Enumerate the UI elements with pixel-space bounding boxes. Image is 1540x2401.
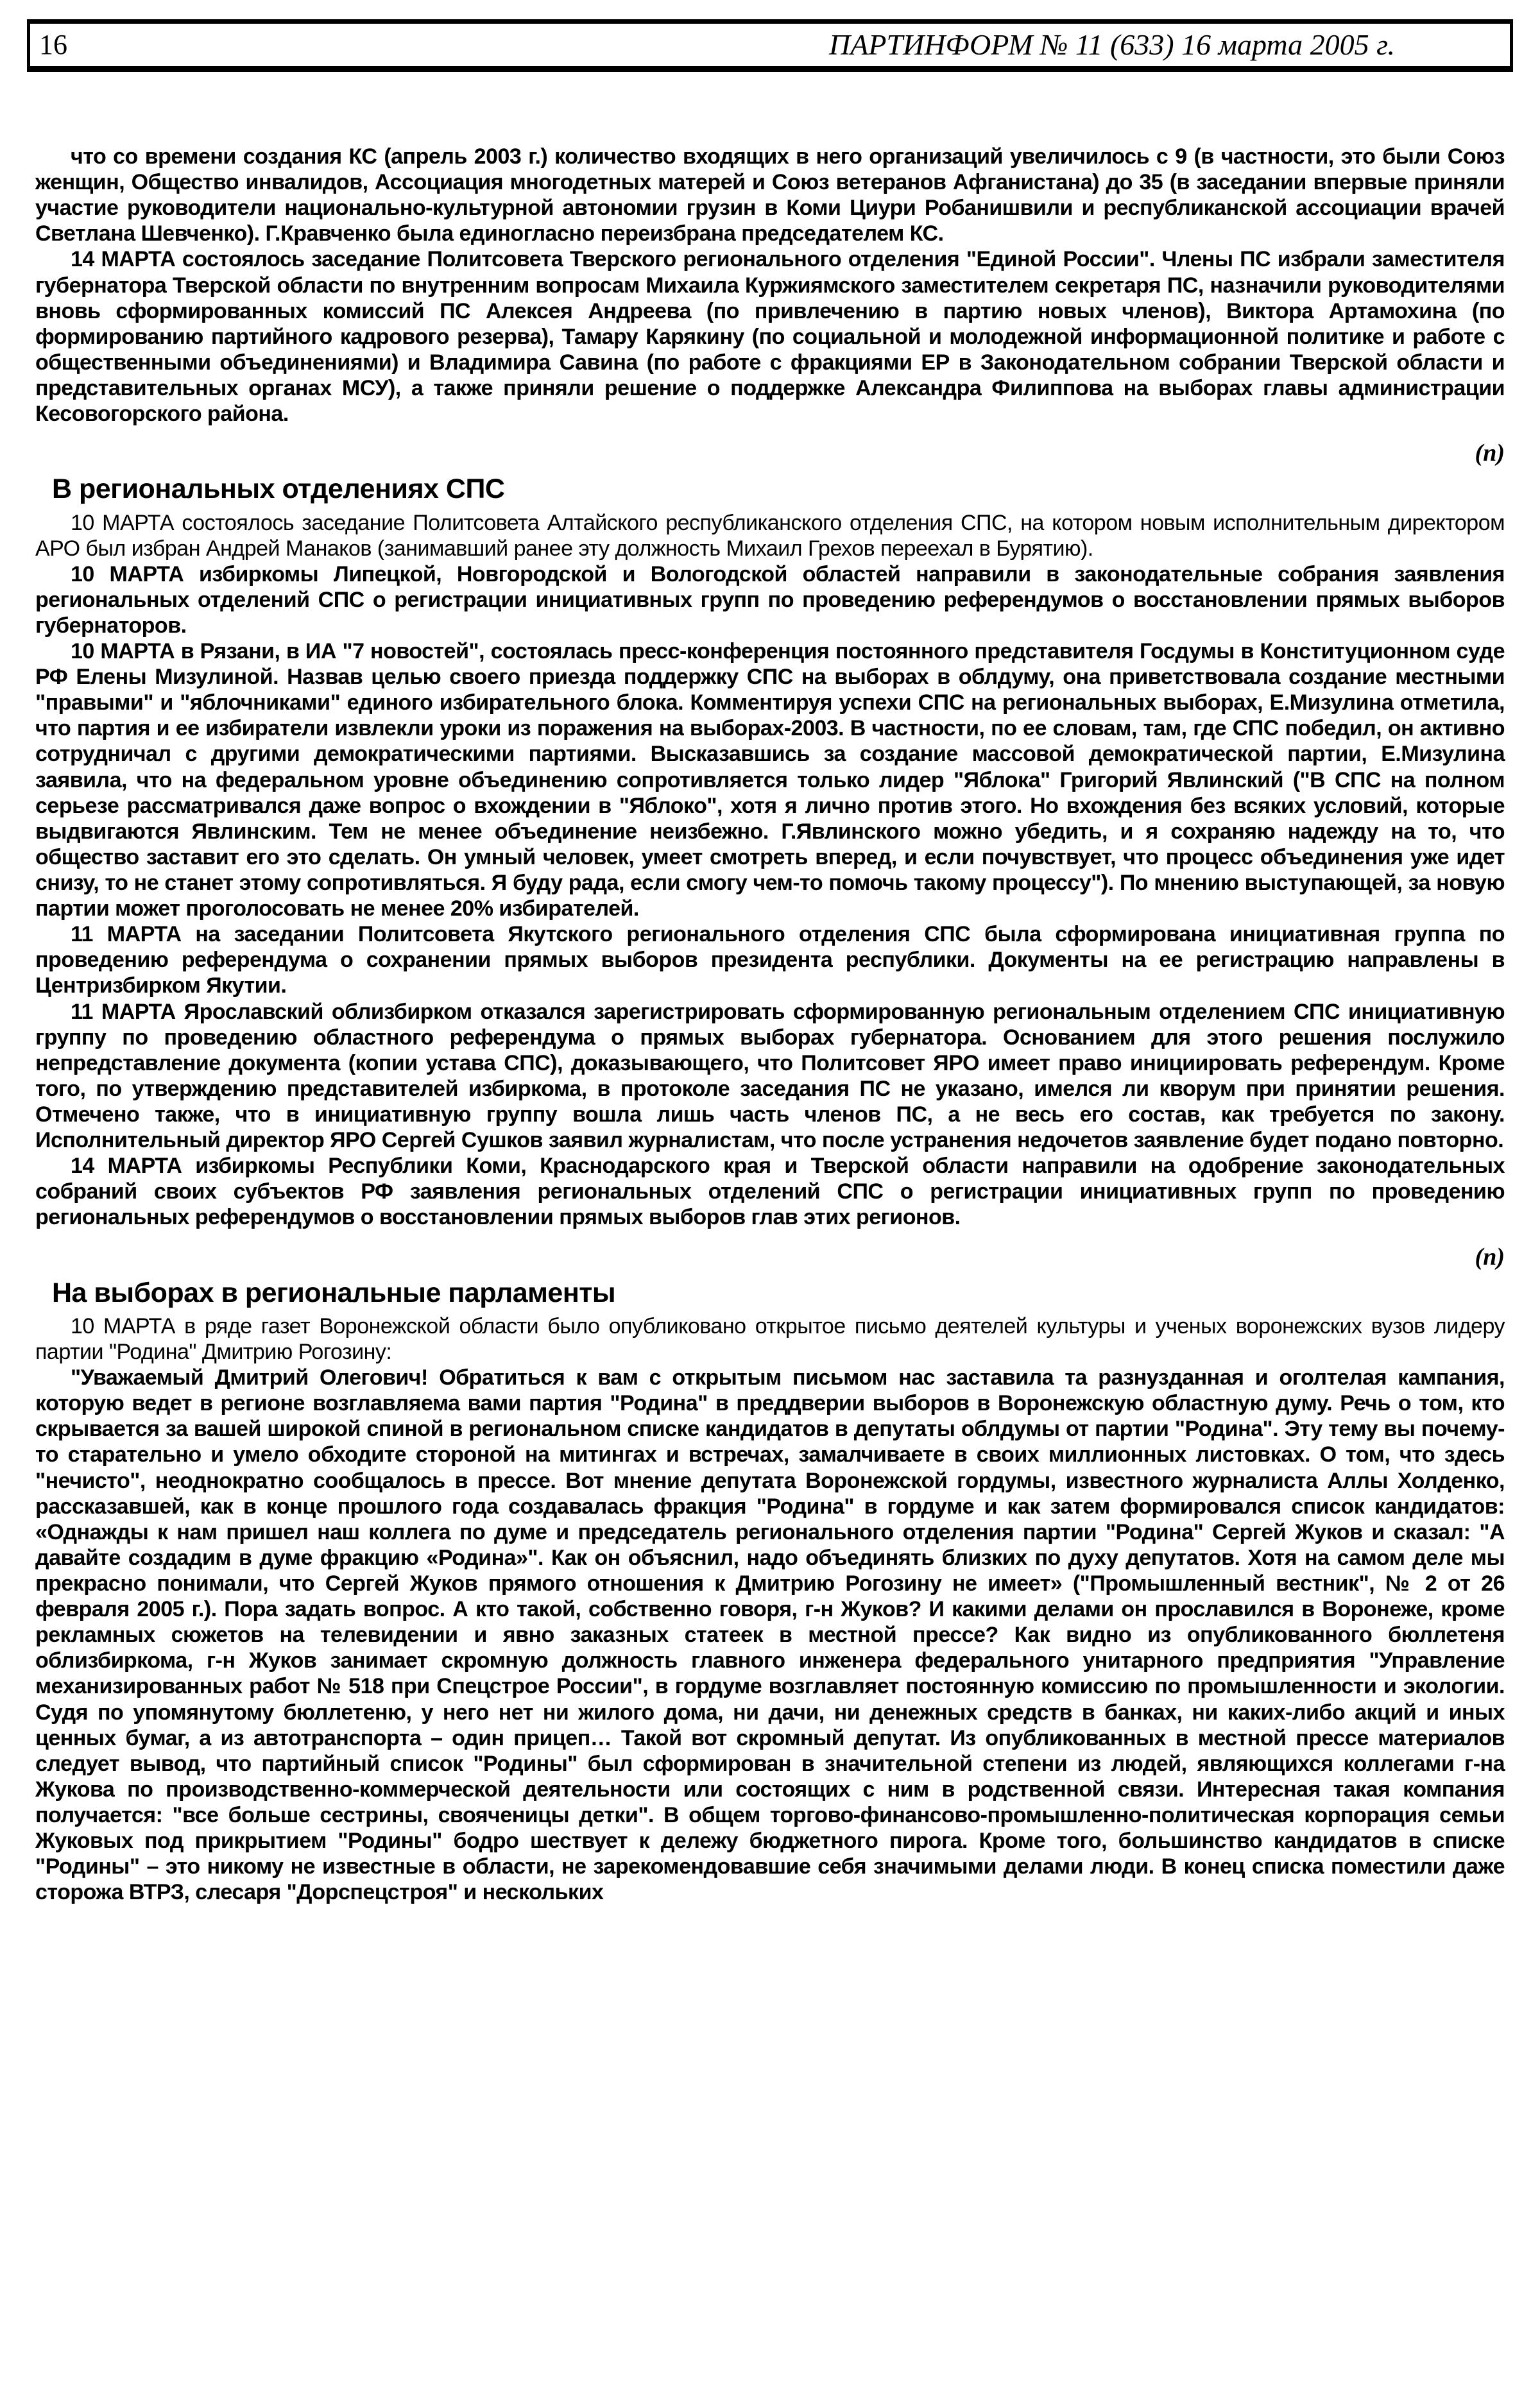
paragraph: 10 МАРТА в ряде газет Воронежской области было опубликовано открытое письмо деятелей культуры и ученых воронежских вузов лидеру партии "Родина" Дмитрию Рогозину: — [35, 1313, 1505, 1364]
paragraph: что со времени создания КС (апрель 2003 г.) количество входящих в него организаций увеличилось с 9 (в частности, это были Союз женщин, Общество инвалидов, Ассоциация многодетных матерей и Союз ветеранов Афганистана) до 35 (в заседании впервые приняли участие руководители национально-культурной автономии грузин в Коми Циури Робанишвили и республиканской ассоциации врачей Светлана Шевченко). Г.Кравченко была единогласно переизбрана председателем КС. — [35, 144, 1505, 246]
paragraph: 14 МАРТА состоялось заседание Политсовета Тверского регионального отделения "Единой России". Члены ПС избрали заместителя губернатора Тверской области по внутренним вопросам Михаила Куржиямского заместителем секретаря ПС, назначили руководителями вновь сформированных комиссий ПС Алексея Андреева (по привлечению в партию новых членов), Виктора Артамохина (по формированию партийного кадрового резерва), Тамару Карякину (по социальной и молодежной информационной политике и работе с общественными объединениями) и Владимира Савина (по работе с фракциями ЕР в Законодательном собрании Тверской области и представительных органах МСУ), а также приняли решение о поддержке Александра Филиппова на выборах главы администрации Кесовогорского района. — [35, 247, 1505, 427]
pi-signature: (п) — [1475, 440, 1505, 467]
page-body — [0, 72, 1540, 1931]
paragraph: 11 МАРТА на заседании Политсовета Якутского регионального отделения СПС была сформирована инициативная группа по проведению референдума о сохранении прямых выборов президента республики. Документы на ее регистрацию направлены в Центризбирком Якутии. — [35, 922, 1505, 998]
paragraph: 10 МАРТА состоялось заседание Политсовета Алтайского республиканского отделения СПС, на котором новым исполнительным директором АРО был избран Андрей Манаков (занимавший ранее эту должность Михаил Грехов переехал в Бурятию). — [35, 510, 1505, 561]
newsletter-page — [0, 19, 1540, 2401]
page-number: 16 — [39, 29, 67, 60]
pi-signature: (п) — [1475, 1243, 1505, 1270]
paragraph: 14 МАРТА избиркомы Республики Коми, Краснодарского края и Тверской области направили на одобрение законодательных собраний своих субъектов РФ заявления региональных отделений СПС о регистрации инициативных групп по проведению региональных референдумов о восстановлении прямых выборов глав этих регионов. — [35, 1154, 1505, 1230]
section-heading: В региональных отделениях СПС — [52, 474, 505, 505]
paragraph: 10 МАРТА избиркомы Липецкой, Новгородской и Вологодской областей направили в законодательные собрания заявления региональных отделений СПС о регистрации инициативных групп по проведению референдумов о восстановлении прямых выборов губернаторов. — [35, 561, 1505, 638]
paragraph: 11 МАРТА Ярославский облизбирком отказался зарегистрировать сформированную региональным отделением СПС инициативную группу по проведению областного референдума о прямых выборах губернатора. Основанием для этого решения послужило непредставление документа (копии устава СПС), доказывающего, что Политсовет ЯРО имеет право инициировать референдум. Кроме того, по утверждению представителей избиркома, в протоколе заседания ПС не указано, имелся ли кворум при принятии решения. Отмечено также, что в инициативную группу вошла лишь часть членов ПС, а не весь его состав, как требуется по закону. Исполнительный директор ЯРО Сергей Сушков заявил журналистам, что после устранения недочетов заявление будет подано повторно. — [35, 999, 1505, 1153]
paragraph: 10 МАРТА в Рязани, в ИА "7 новостей", состоялась пресс-конференция постоянного представителя Госдумы в Конституционном суде РФ Елены Мизулиной. Назвав целью своего приезда поддержку СПС на выборах в облдуму, она приветствовала создание местными "правыми" и "яблочниками" единого избирательного блока. Комментируя успехи СПС на региональных выборах, Е.Мизулина отметила, что партия и ее избиратели извлекли уроки из поражения на выборах-2003. В частности, по ее словам, там, где СПС победил, он активно сотрудничал с другими демократическими партиями. Высказавшись за создание массовой демократической партии, Е.Мизулина заявила, что на федеральном уровне объединению сопротивляется только лидер "Яблока" Григорий Явлинский ("В СПС на полном серьезе рассматривался даже вопрос о вхождении в "Яблоко", хотя я лично против этого. Но вхождения без всяких условий, которые выдвигаются Явлинским. Тем не менее объединение неизбежно. Г.Явлинского можно убедить, и я сохраняю надежду на то, что общество заставит его это сделать. Он умный человек, умеет смотреть вперед, и если почувствует, что процесс объединения уже идет снизу, то не станет этому сопротивляться. Я буду рада, если смогу чем-то помочь такому процессу"). По мнению выступающей, за новую партии может проголосовать не менее 20% избирателей. — [35, 639, 1505, 921]
issue-title: ПАРТИНФОРМ № 11 (633) 16 марта 2005 г. — [829, 28, 1395, 61]
running-head — [27, 19, 1513, 72]
paragraph: "Уважаемый Дмитрий Олегович! Обратиться к вам с открытым письмом нас заставила та разнузданная и оголтелая кампания, которую ведет в регионе возглавляема вами партия "Родина" в преддверии выборов в Воронежскую областную думу. Речь о том, кто скрывается за вашей широкой спиной в региональном списке кандидатов в депутаты облдумы от партии "Родина". Эту тему вы почему-то старательно и умело обходите стороной на митингах и встречах, замалчиваете в своих миллионных листовках. О том, что здесь "нечисто", неоднократно сообщалось в прессе. Вот мнение депутата Воронежской гордумы, известного журналиста Аллы Холденко, рассказавшей, как в конце прошлого года создавалась фракция "Родина" в гордуме и как затем формировался список кандидатов: «Однажды к нам пришел наш коллега по думе и председатель регионального отделения партии "Родина" Сергей Жуков и сказал: "А давайте создадим в думе фракцию «Родина»". Как он объяснил, надо объединять близких по духу депутатов. Хотя на самом деле мы прекрасно понимали, что Сергей Жуков прямого отношения к Дмитрию Рогозину не имеет» ("Промышленный вестник", № 2 от 26 февраля 2005 г.). Пора задать вопрос. А кто такой, собственно говоря, г-н Жуков? И какими делами он прославился в Воронеже, кроме рекламных сюжетов на телевидении и явно заказных статеек в местной прессе? Как видно из опубликованного бюллетеня облизбиркома, г-н Жуков занимает скромную должность главного инженера федерального унитарного предприятия "Управление механизированных работ № 518 при Спецстрое России", в гордуме возглавляет постоянную комиссию по промышленности и экологии. Судя по упомянутому бюллетеню, у него нет ни жилого дома, ни дачи, ни денежных средств в банках, ни каких-либо акций и иных ценных бумаг, а из автотранспорта – один прицеп… Такой вот скромный депутат. Из опубликованных в местной прессе материалов следует вывод, что партийный список "Родины" был сформирован в значительной степени из людей, являющихся коллегами г-на Жукова по производственно-коммерческой деятельности или состоящих с ним в родственной связи. Интересная такая компания получается: "все больше сестрины, свояченицы детки". В общем торгово-финансово-промышленно-политическая корпорация семьи Жуковых под прикрытием "Родины" бодро шествует к дележу бюджетного пирога. Кроме того, большинство кандидатов в списке "Родины" – это никому не известные в области, не зарекомендовавшие себя значимыми делами люди. В конец списка поместили даже сторожа ВТРЗ, слесаря "Дорспецстроя" и нескольких — [35, 1365, 1505, 1905]
section-heading: На выборах в региональные парламенты — [52, 1277, 616, 1308]
